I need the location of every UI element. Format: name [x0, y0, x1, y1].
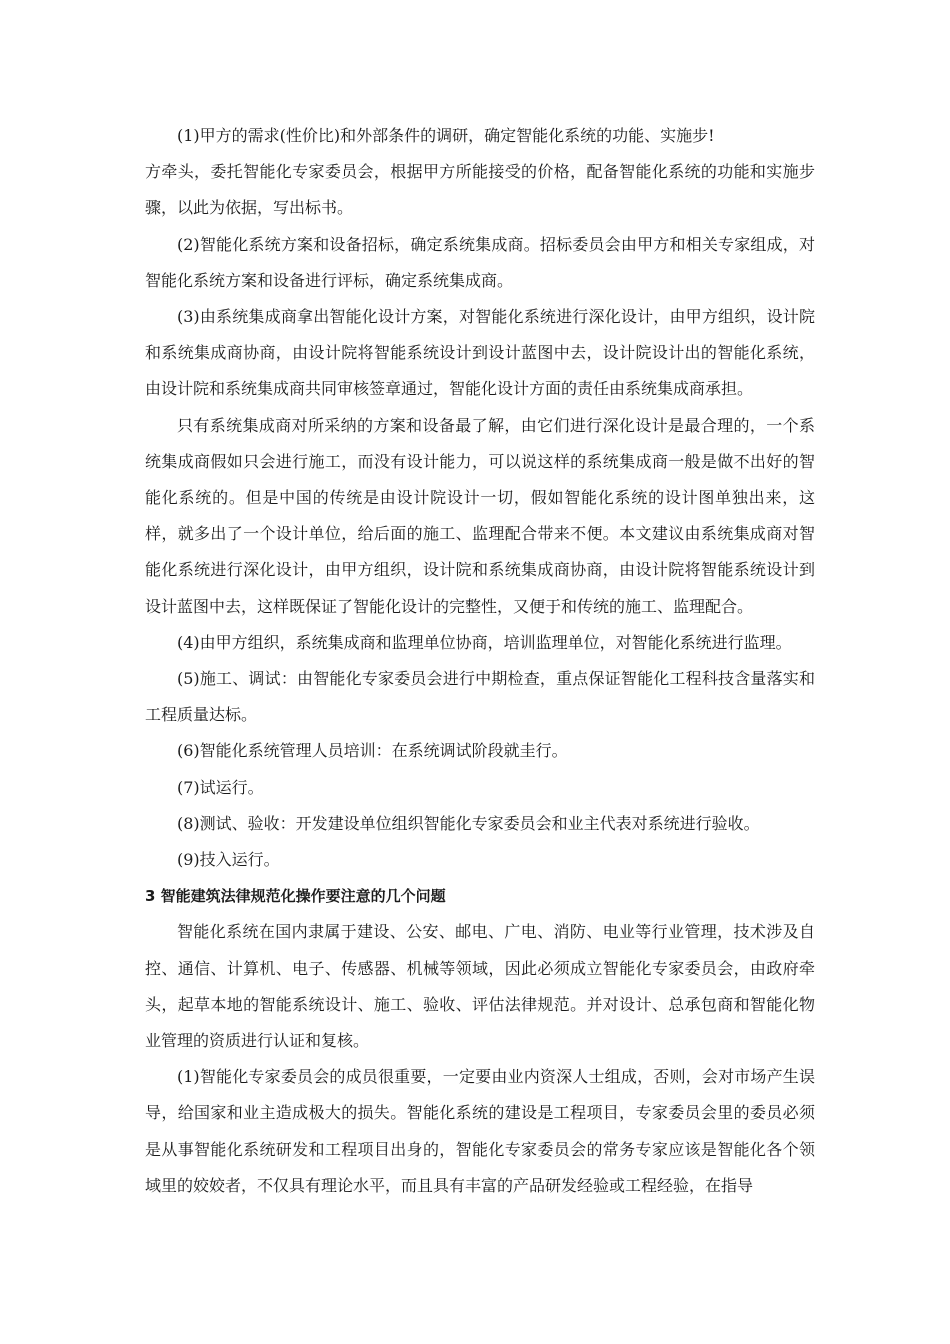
paragraph-issue-1: (1)智能化专家委员会的成员很重要，一定要由业内资深人士组成，否则，会对市场产生误导，给国家和业主造成极大的损失。智能化系统的建设是工程项目，专家委员会里的委员必须是从事智能化系统研发和工程项目出身的，智能化专家委员会的常务专家应该是智能化各个领域里的姣姣者，不仅具有理论水平，而且具有丰富的产品研发经验或工程经验，在指导: [145, 1067, 815, 1195]
paragraph-step-2: (2)智能化系统方案和设备招标，确定系统集成商。招标委员会由甲方和相关专家组成，对智能化系统方案和设备进行评标，确定系统集成商。: [145, 234, 815, 290]
paragraph-design-rationale: 只有系统集成商对所采纳的方案和设备最了解，由它们进行深化设计是最合理的，一个系统集成商假如只会进行施工，而没有设计能力，可以说这样的系统集成商一般是做不出好的智能化系统的。但是中国的传统是由设计院设计一切，假如智能化系统的设计图单独出来，这样，就多出了一个设计单位，给后面的施工、监理配合带来不便。本文建议由系统集成商对智能化系统进行深化设计，由甲方组织，设计院和系统集成商协商，由设计院将智能系统设计到设计蓝图中去，这样既保证了智能化设计的完整性，又便于和传统的施工、监理配合。: [145, 415, 815, 616]
paragraph-step-8: (8)测试、验收：开发建设单位组织智能化专家委员会和业主代表对系统进行验收。: [177, 813, 760, 833]
paragraph-step-1-continued: 方牵头，委托智能化专家委员会，根据甲方所能接受的价格，配备智能化系统的功能和实施步骤，以此为依据，写出标书。: [145, 162, 815, 218]
paragraph-step-3: (3)由系统集成商拿出智能化设计方案，对智能化系统进行深化设计，由甲方组织，设计院和系统集成商协商，由设计院将智能系统设计到设计蓝图中去，设计院设计出的智能化系统，由设计院和系统集成商共同审核签章通过，智能化设计方面的责任由系统集成商承担。: [145, 307, 815, 399]
paragraph-section-intro: 智能化系统在国内隶属于建设、公安、邮电、广电、消防、电业等行业管理，技术涉及自控、通信、计算机、电子、传感器、机械等领域，因此必须成立智能化专家委员会，由政府牵头，起草本地的智能系统设计、施工、验收、评估法律规范。并对设计、总承包商和智能化物业管理的资质进行认证和复核。: [145, 922, 815, 1051]
document-body: [145, 118, 815, 1204]
paragraph-step-9: (9)技入运行。: [177, 850, 280, 870]
paragraph-step-6: (6)智能化系统管理人员培训：在系统调试阶段就圭行。: [177, 741, 568, 761]
paragraph-step-5: (5)施工、调试：由智能化专家委员会进行中期检查，重点保证智能化工程科技含量落实和工程质量达标。: [145, 669, 815, 725]
section-heading: 3 智能建筑法律规范化操作要注意的几个问题: [145, 887, 446, 906]
paragraph-step-7: (7)试运行。: [177, 777, 264, 797]
paragraph-step-1: (1)甲方的需求(性价比)和外部条件的调研，确定智能化系统的功能、实施步!: [177, 126, 715, 145]
paragraph-step-4: (4)由甲方组织，系统集成商和监理单位协商，培训监理单位，对智能化系统进行监理。: [177, 632, 792, 652]
